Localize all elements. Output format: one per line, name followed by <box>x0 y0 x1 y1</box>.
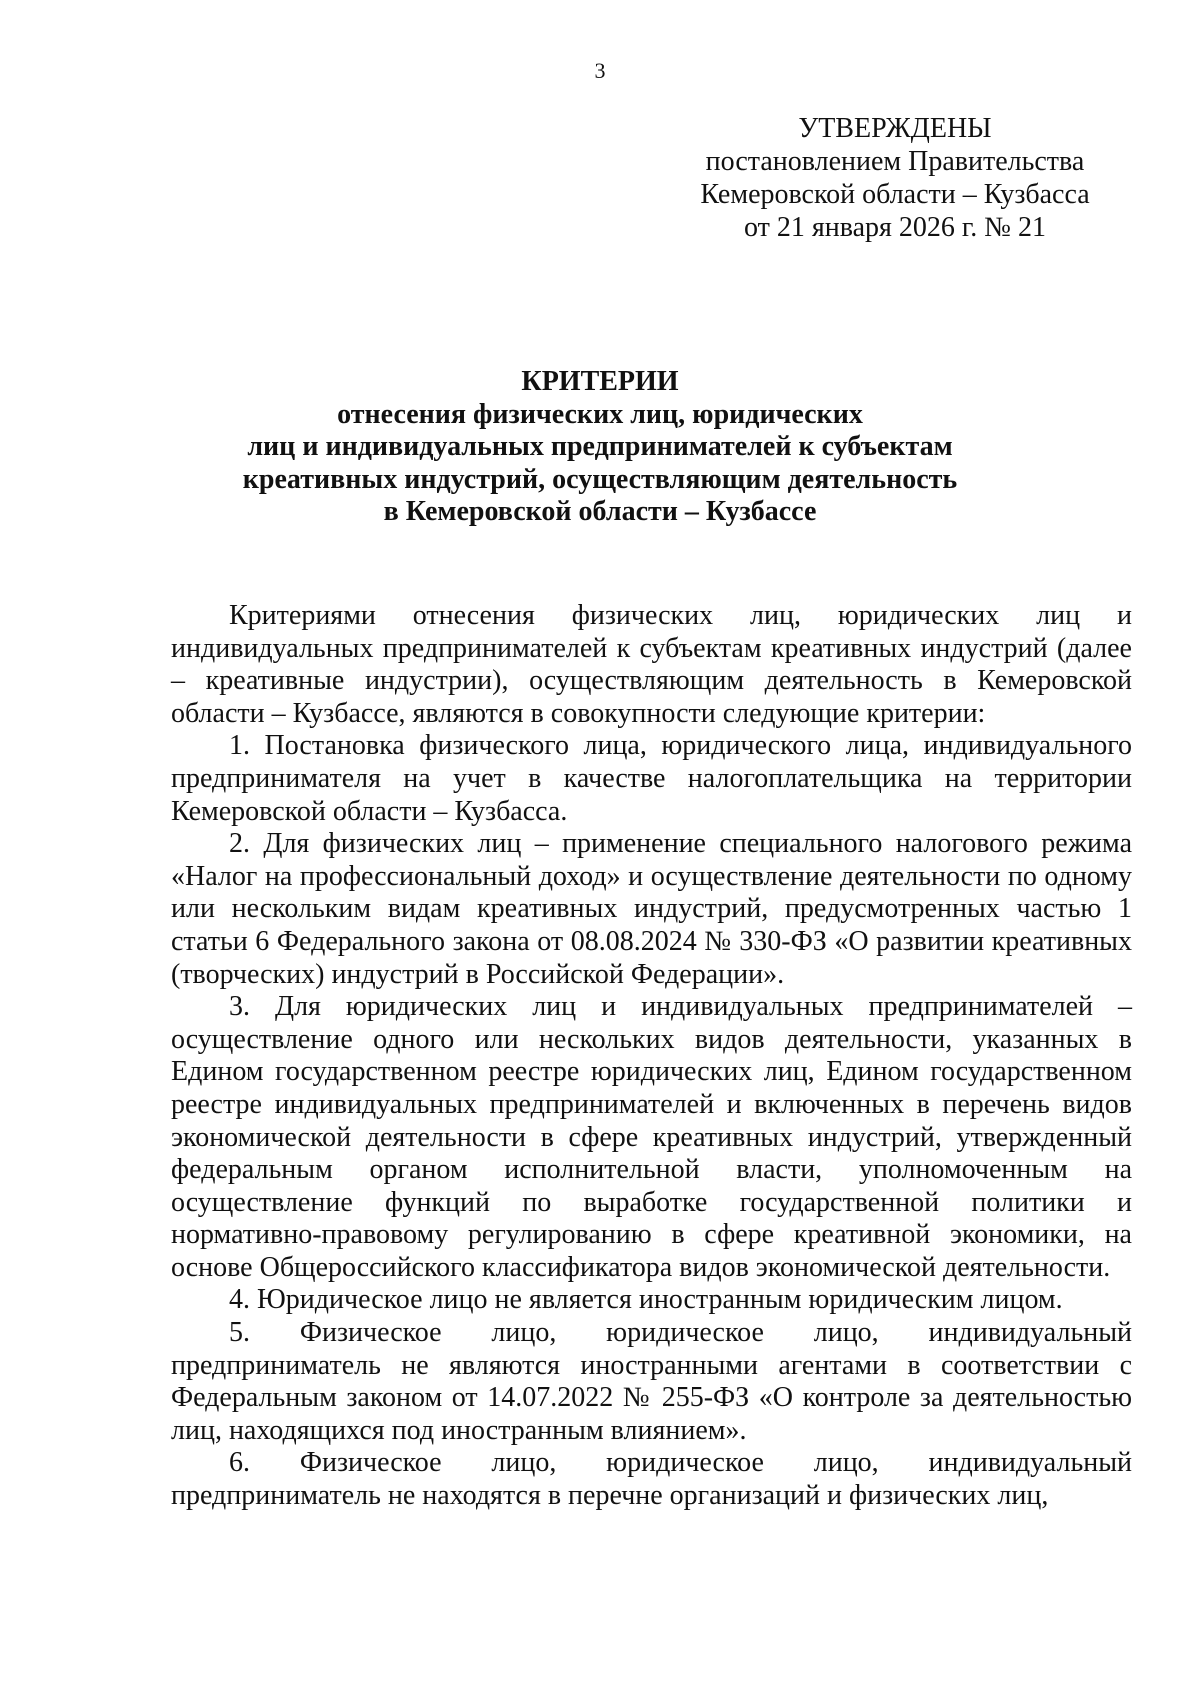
criterion-paragraph-5: 5. Физическое лицо, юридическое лицо, индивидуальный предприниматель не являются иностранными агентами в соответствии с Федеральным законом от 14.07.2022 № 255-ФЗ «О контроле за деятельностью лиц, находящихся под иностранным влиянием». <box>171 1317 1132 1446</box>
criterion-paragraph-6: 6. Физическое лицо, юридическое лицо, индивидуальный предприниматель не находятся в перечне организаций и физических лиц, <box>171 1447 1132 1512</box>
title-line: в Кемеровской области – Кузбассе <box>383 496 817 527</box>
criterion-paragraph-1: 1. Постановка физического лица, юридического лица, индивидуального предпринимателя на учет в качестве налогоплательщика на территории Кемеровской области – Кузбасса. <box>171 730 1132 827</box>
intro-paragraph: Критериями отнесения физических лиц, юридических лиц и индивидуальных предпринимателей к субъектам креативных индустрий (далее – креативные индустрии), осуществляющим деятельность в Кемеровской области – Кузбассе, являются в совокупности следующие критерии: <box>171 600 1132 729</box>
document-title-block <box>170 366 1030 529</box>
criterion-paragraph-2: 2. Для физических лиц – применение специального налогового режима «Налог на профессиональный доход» и осуществление деятельности по одному или нескольким видам креативных индустрий, предусмотренных частью 1 статьи 6 Федерального закона от 08.08.2024 № 330-ФЗ «О развитии креативных (творческих) индустрий в Российской Федерации». <box>171 828 1132 990</box>
title-line: лиц и индивидуальных предпринимателей к субъектам <box>247 431 953 462</box>
document-heading: КРИТЕРИИ <box>521 366 679 397</box>
approval-line: Кемеровской области – Кузбасса <box>700 179 1090 210</box>
criterion-paragraph-4: 4. Юридическое лицо не является иностранным юридическим лицом. <box>229 1284 1063 1316</box>
approval-stamp-block <box>660 112 1130 244</box>
title-line: креативных индустрий, осуществляющим деятельность <box>242 463 958 495</box>
approval-title: УТВЕРЖДЕНЫ <box>798 113 992 144</box>
approval-date-line: от 21 января 2026 г. № 21 <box>744 212 1046 243</box>
approval-line: постановлением Правительства <box>705 146 1085 177</box>
page-number: 3 <box>594 58 606 83</box>
criterion-paragraph-3: 3. Для юридических лиц и индивидуальных предпринимателей – осуществление одного или нескольких видов деятельности, указанных в Едином государственном реестре юридических лиц, Едином государственном реестре индивидуальных предпринимателей и включенных в перечень видов экономической деятельности в сфере креативных индустрий, утвержденный федеральным органом исполнительной власти, уполномоченным на осуществление функций по выработке государственной политики и нормативно-правовому регулированию в сфере креативной экономики, на основе Общероссийского классификатора видов экономической деятельности. <box>171 991 1132 1283</box>
document-body <box>171 600 1132 1513</box>
title-line: отнесения физических лиц, юридических <box>337 398 863 430</box>
